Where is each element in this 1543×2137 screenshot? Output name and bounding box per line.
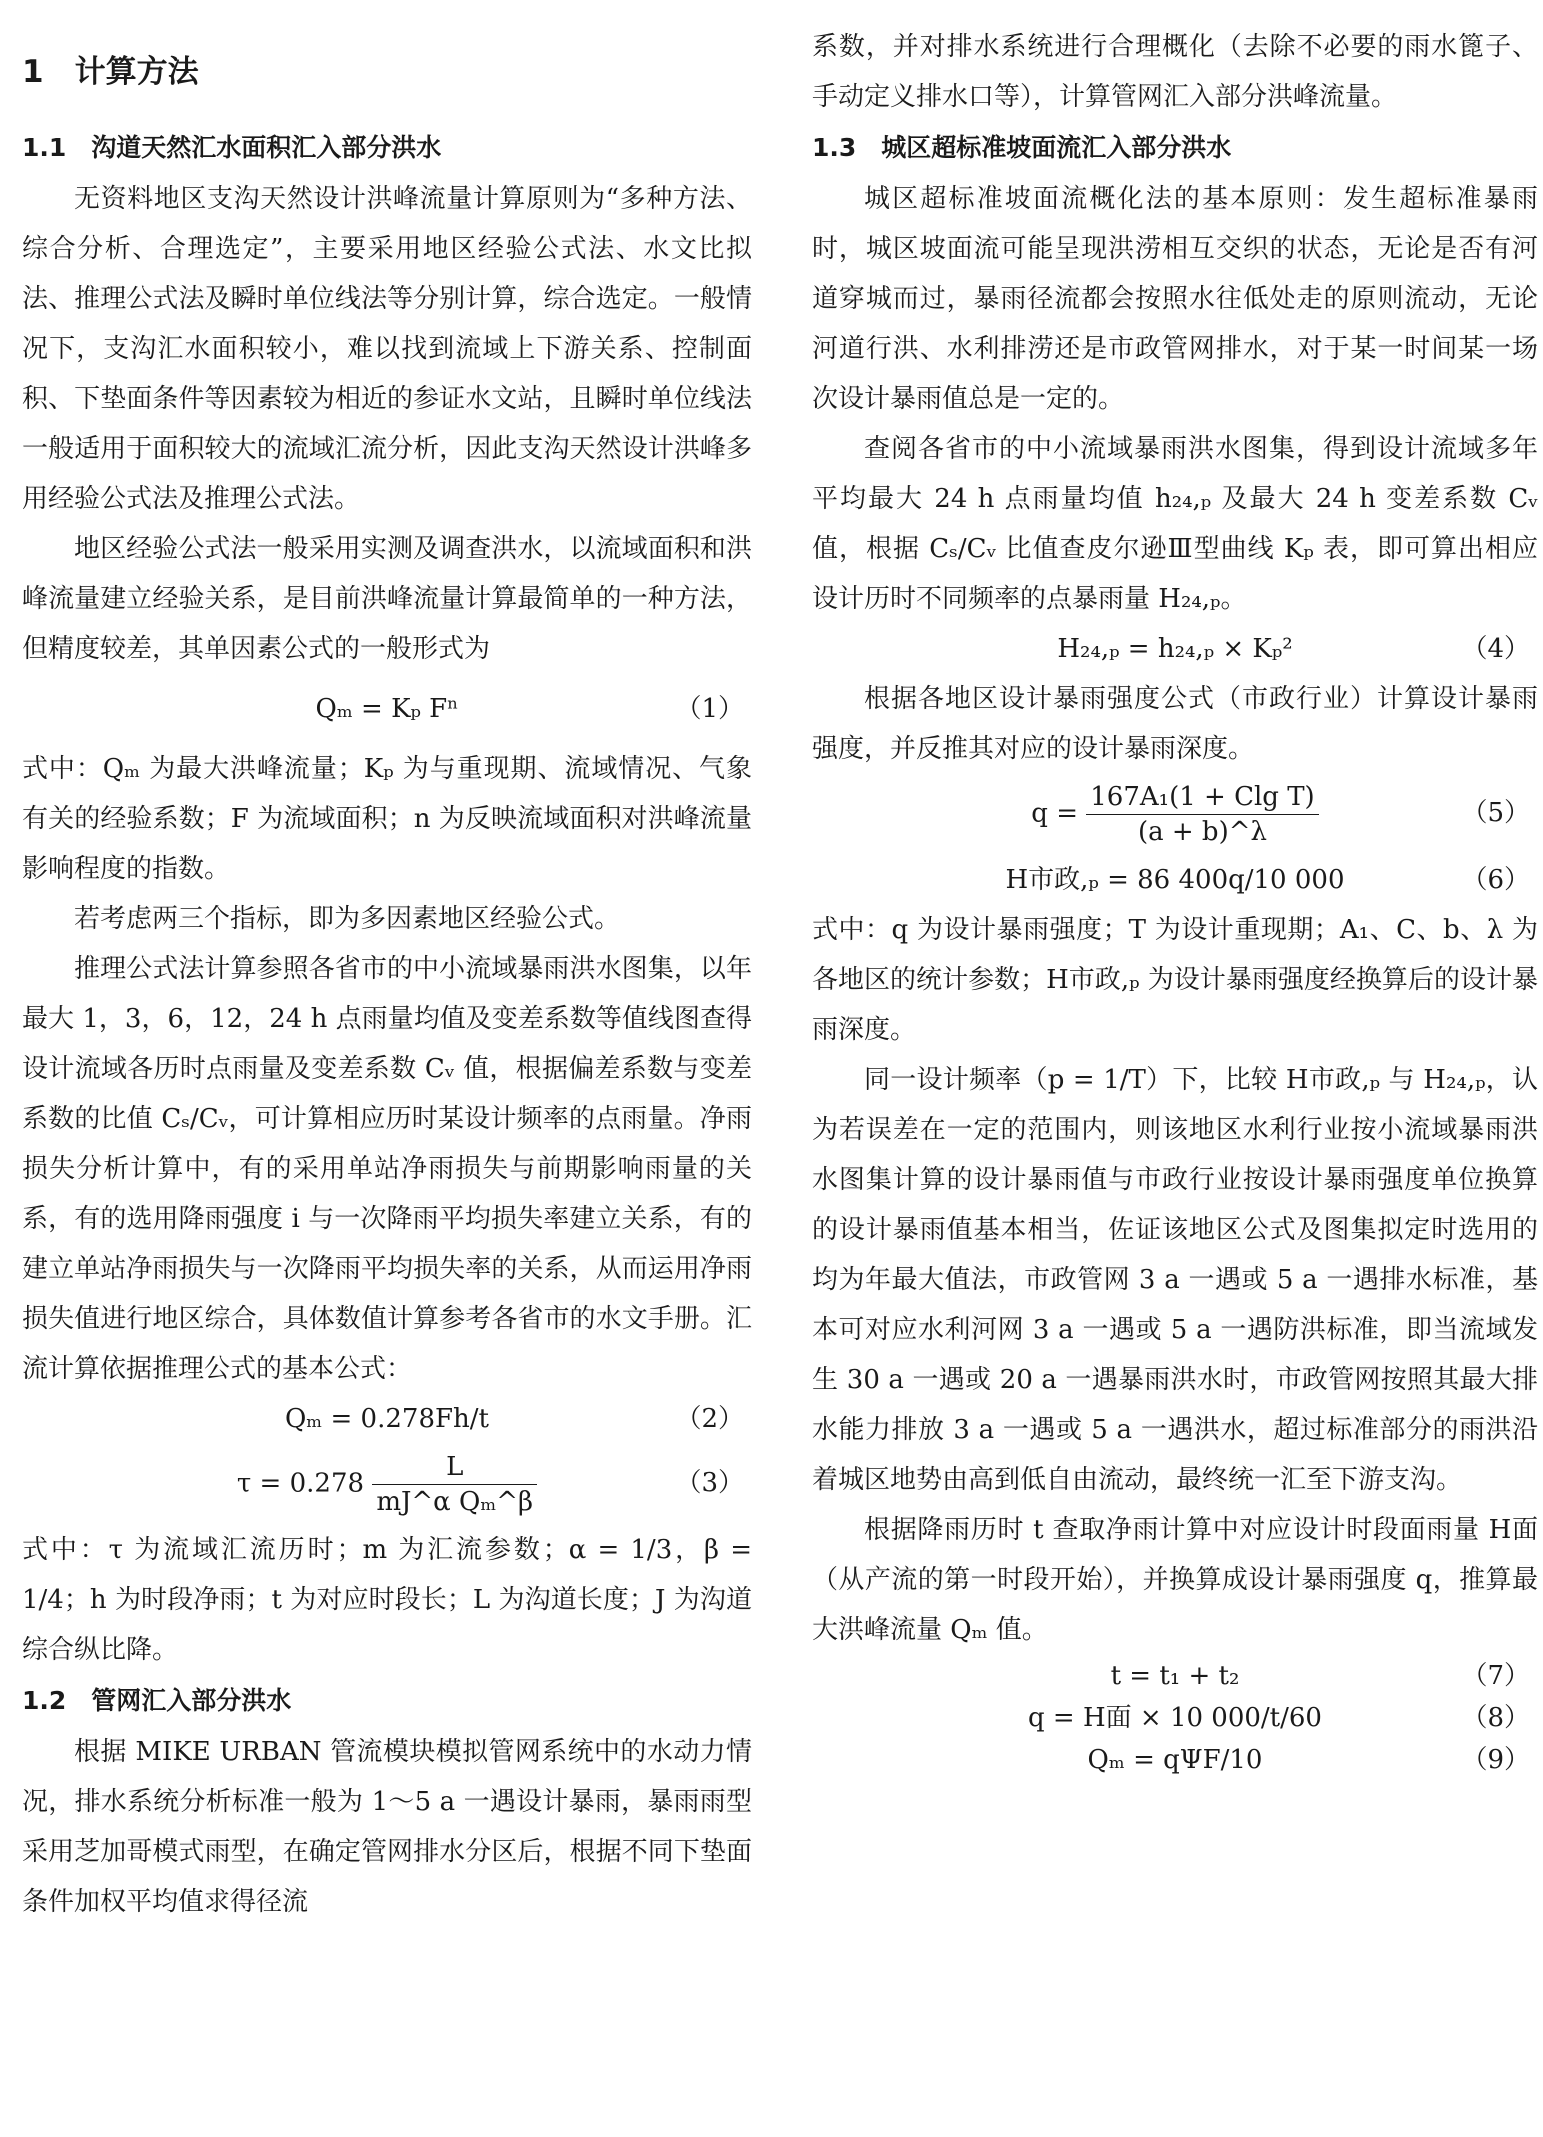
equation-3 xyxy=(22,1444,752,1525)
equation-6 xyxy=(812,855,1538,905)
equation-1 xyxy=(22,684,752,734)
equation-number: （1） xyxy=(675,694,744,724)
paragraph: 根据降雨历时 t 查取净雨计算中对应设计时段面雨量 H面（从产流的第一时段开始），并换算成设计暴雨强度 q，推算最大洪峰流量 Qₘ 值。 xyxy=(812,1515,1538,1645)
paragraph: 系数，并对排水系统进行合理概化（去除不必要的雨水篦子、手动定义排水口等），计算管网汇入部分洪峰流量。 xyxy=(812,32,1538,112)
subsection-title-1-3: 1.3 城区超标准坡面流汇入部分洪水 xyxy=(812,133,1232,162)
paragraph: 根据 MIKE URBAN 管流模块模拟管网系统中的水动力情况，排水系统分析标准一般为 1～5 a 一遇设计暴雨，暴雨雨型采用芝加哥模式雨型，在确定管网排水分区后，根据不同下垫面条件加权平均值求得径流 xyxy=(22,1737,752,1917)
paragraph: 式中：Qₘ 为最大洪峰流量；Kₚ 为与重现期、流域情况、气象有关的经验系数；F 为流域面积；n 为反映流域面积对洪峰流量影响程度的指数。 xyxy=(22,754,752,884)
numerator: 167A₁(1 + Clg T) xyxy=(1086,780,1318,815)
denominator: mJ^α Qₘ^β xyxy=(376,1487,534,1517)
equation-4 xyxy=(812,624,1538,674)
equation-number: （8） xyxy=(1461,1703,1530,1733)
equation-body: H市政,ₚ = 86 400q/10 000 xyxy=(1005,865,1345,895)
equation-number: （5） xyxy=(1461,798,1530,828)
equation-body: t = t₁ + t₂ xyxy=(1110,1661,1240,1691)
equation-9 xyxy=(812,1739,1538,1781)
equation-number: （2） xyxy=(675,1404,744,1434)
paragraph: 查阅各省市的中小流域暴雨洪水图集，得到设计流域多年平均最大 24 h 点雨量均值 h₂₄,ₚ 及最大 24 h 变差系数 Cᵥ 值，根据 Cₛ/Cᵥ 比值查皮尔逊Ⅲ型曲线 Kₚ 表，即可算出相应设计历时不同频率的点暴雨量 H₂₄,ₚ。 xyxy=(812,434,1538,614)
paragraph: 推理公式法计算参照各省市的中小流域暴雨洪水图集，以年最大 1，3，6，12，24 h 点雨量均值及变差系数等值线图查得设计流域各历时点雨量及变差系数 Cᵥ 值，根据偏差系数与变差系数的比值 Cₛ/Cᵥ，可计算相应历时某设计频率的点雨量。净雨损失分析计算中，有的采用单站净雨损失与前期影响雨量的关系，有的选用降雨强度 i 与一次降雨平均损失率建立关系，有的建立单站净雨损失与一次降雨平均损失率的关系，从而运用净雨损失值进行地区综合，具体数值计算参考各省市的水文手册。汇流计算依据推理公式的基本公式： xyxy=(22,954,752,1384)
equation-lhs: q = xyxy=(1031,798,1078,829)
equation-number: （7） xyxy=(1461,1661,1530,1691)
paragraph: 城区超标准坡面流概化法的基本原则：发生超标准暴雨时，城区坡面流可能呈现洪涝相互交织的状态，无论是否有河道穿城而过，暴雨径流都会按照水往低处走的原则流动，无论河道行洪、水利排涝还是市政管网排水，对于某一时间某一场次设计暴雨值总是一定的。 xyxy=(812,184,1538,414)
equation-lhs: τ = 0.278 xyxy=(236,1468,365,1499)
subsection-title-1-1: 1.1 沟道天然汇水面积汇入部分洪水 xyxy=(22,133,442,162)
left-column xyxy=(22,0,752,1927)
equation-body: H₂₄,ₚ = h₂₄,ₚ × Kₚ² xyxy=(1057,634,1293,664)
equation-7 xyxy=(812,1655,1538,1697)
equation-body: Qₘ = qΨF/10 xyxy=(1087,1745,1263,1775)
right-column xyxy=(812,0,1538,1781)
equation-8 xyxy=(812,1697,1538,1739)
equation-body: Qₘ = Kₚ Fⁿ xyxy=(315,694,459,724)
paragraph: 式中：q 为设计暴雨强度；T 为设计重现期；A₁、C、b、λ 为各地区的统计参数；H市政,ₚ 为设计暴雨强度经换算后的设计暴雨深度。 xyxy=(812,915,1538,1045)
equation-5 xyxy=(812,774,1538,855)
paragraph: 若考虑两三个指标，即为多因素地区经验公式。 xyxy=(74,904,621,934)
equation-number: （6） xyxy=(1461,865,1530,895)
equation-number: （3） xyxy=(675,1468,744,1498)
paragraph: 式中：τ 为流域汇流历时；m 为汇流参数；α = 1/3，β = 1/4；h 为时段净雨；t 为对应时段长；L 为沟道长度；J 为沟道综合纵比降。 xyxy=(22,1535,752,1665)
paragraph: 地区经验公式法一般采用实测及调查洪水，以流域面积和洪峰流量建立经验关系，是目前洪峰流量计算最简单的一种方法，但精度较差，其单因素公式的一般形式为 xyxy=(22,534,752,664)
paragraph: 同一设计频率（p = 1/T）下，比较 H市政,ₚ 与 H₂₄,ₚ，认为若误差在一定的范围内，则该地区水利行业按小流域暴雨洪水图集计算的设计暴雨值与市政行业按设计暴雨强度单位换算的设计暴雨值基本相当，佐证该地区公式及图集拟定时选用的均为年最大值法，市政管网 3 a 一遇或 5 a 一遇排水标准，基本可对应水利河网 3 a 一遇或 5 a 一遇防洪标准，即当流域发生 30 a 一遇或 20 a 一遇暴雨洪水时，市政管网按照其最大排水能力排放 3 a 一遇或 5 a 一遇洪水，超过标准部分的雨洪沿着城区地势由高到低自由流动，最终统一汇至下游支沟。 xyxy=(812,1065,1538,1495)
equation-body: Qₘ = 0.278Fh/t xyxy=(284,1404,489,1434)
equation-number: （9） xyxy=(1461,1745,1530,1775)
paragraph: 无资料地区支沟天然设计洪峰流量计算原则为“多种方法、综合分析、合理选定”，主要采用地区经验公式法、水文比拟法、推理公式法及瞬时单位线法等分别计算，综合选定。一般情况下，支沟汇水面积较小，难以找到流域上下游关系、控制面积、下垫面条件等因素较为相近的参证水文站，且瞬时单位线法一般适用于面积较大的流域汇流分析，因此支沟天然设计洪峰多用经验公式法及推理公式法。 xyxy=(22,184,752,514)
fraction xyxy=(1086,780,1318,849)
equation-2 xyxy=(22,1394,752,1444)
fraction xyxy=(372,1450,537,1519)
paragraph: 根据各地区设计暴雨强度公式（市政行业）计算设计暴雨强度，并反推其对应的设计暴雨深度。 xyxy=(812,684,1538,764)
denominator: (a + b)^λ xyxy=(1137,817,1267,847)
section-title: 1 计算方法 xyxy=(22,54,199,90)
numerator: L xyxy=(372,1450,537,1485)
equation-number: （4） xyxy=(1461,634,1530,664)
subsection-title-1-2: 1.2 管网汇入部分洪水 xyxy=(22,1686,292,1715)
equation-body: q = H面 × 10 000/t/60 xyxy=(1028,1703,1322,1733)
